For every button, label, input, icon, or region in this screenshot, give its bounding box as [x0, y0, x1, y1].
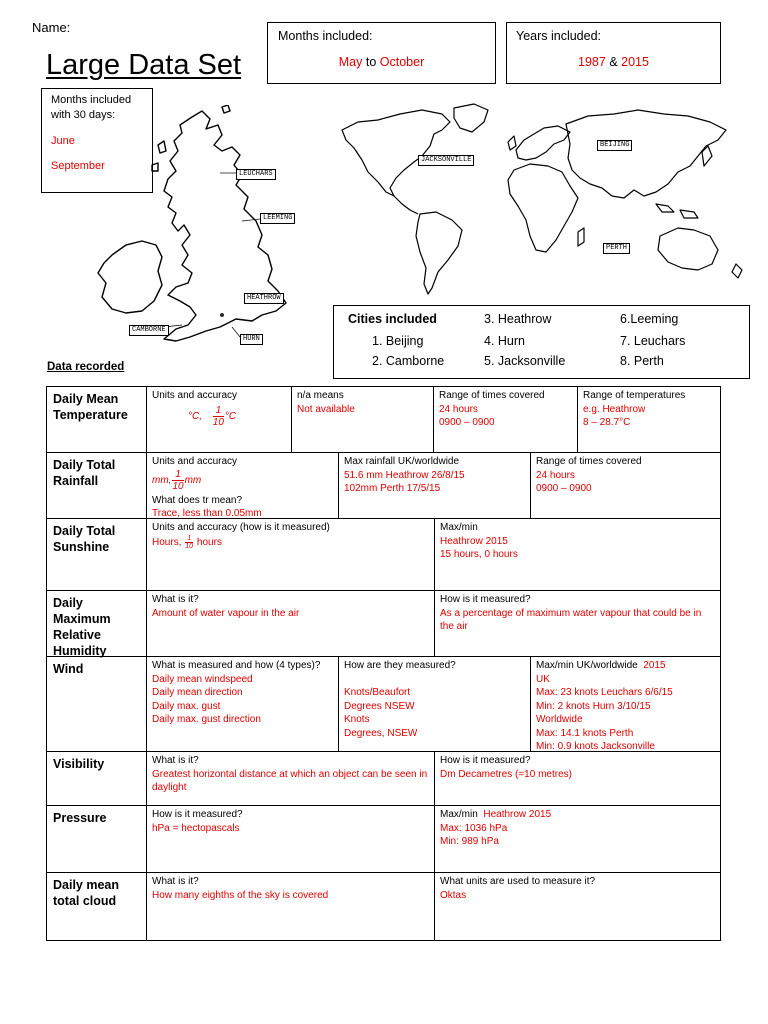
sunshine-max-question: Max/min: [440, 522, 478, 533]
wind-how-question: How are they measured?: [344, 660, 456, 671]
cloud-what-cell: [146, 872, 435, 941]
thirty-day-heading: Months included with 30 days:: [51, 94, 132, 121]
rainfall-times-answer-1: 24 hours: [536, 469, 575, 481]
years-list: [507, 55, 720, 69]
wind-how-cell: [338, 656, 531, 752]
temperature-range-question: Range of temperatures: [583, 390, 686, 401]
row-label-rainfall: Daily Total Rainfall: [46, 452, 147, 519]
data-recorded-heading: Data recorded: [47, 361, 125, 373]
wind-max-answer-4: Worldwide: [536, 714, 583, 725]
cloud-units-answer: Oktas: [440, 889, 467, 901]
row-label-wind: Wind: [46, 656, 147, 752]
city-perth: 8. Perth: [620, 354, 664, 368]
wind-how-answer-2: Degrees NSEW: [344, 700, 415, 712]
months-range: [268, 55, 495, 69]
city-camborne: 2. Camborne: [372, 354, 445, 368]
row-label-sunshine: Daily Total Sunshine: [46, 518, 147, 591]
pressure-max-answer-1: Max: 1036 hPa: [440, 822, 508, 834]
wind-max-answer-3: Min: 2 knots Hurn 3/10/15: [536, 700, 651, 712]
year-connector: &: [609, 55, 618, 69]
rainfall-times-cell: [530, 452, 721, 519]
city-jacksonville: 5. Jacksonville: [484, 354, 566, 368]
wind-max-year: 2015: [643, 660, 666, 671]
city-hurn: 4. Hurn: [484, 334, 525, 348]
wind-max-answer-5: Max: 14.1 knots Perth: [536, 727, 634, 739]
rainfall-max-cell: [338, 452, 531, 519]
wind-max-answer-2: Max: 23 knots Leuchars 6/6/15: [536, 687, 673, 698]
pressure-max-question-line: [440, 808, 715, 822]
visibility-how-answer: Dm Decametres (=10 metres): [440, 768, 572, 780]
row-label-humidity: Daily Maximum Relative Humidity: [46, 590, 147, 657]
fraction-denominator: 10: [185, 542, 194, 550]
fraction-numerator: 1: [187, 534, 192, 542]
months-heading: Months included:: [278, 29, 373, 43]
sunshine-units-question: Units and accuracy (how is it measured): [152, 522, 330, 533]
sunshine-max-answer-2: 15 hours, 0 hours: [440, 549, 518, 560]
rainfall-times-answer-2: 0900 – 0900: [536, 483, 592, 494]
wind-max-answer-6: Min: 0.9 knots Jacksonville: [536, 741, 655, 752]
rainfall-units-question: Units and accuracy: [152, 456, 238, 467]
cloud-what-question: What is it?: [152, 876, 199, 887]
temperature-units-symbol: °C,: [188, 410, 202, 422]
uk-map-outline: [72, 105, 322, 360]
temperature-na-cell: [291, 386, 434, 453]
month-start: May: [338, 55, 363, 69]
city-beijing: 1. Beijing: [372, 334, 424, 348]
sunshine-max-cell: [434, 518, 721, 591]
humidity-what-cell: [146, 590, 435, 657]
cloud-what-answer: How many eighths of the sky is covered: [152, 889, 329, 901]
wind-what-answer-1: Daily mean windspeed: [152, 673, 253, 685]
months-included-box: [267, 22, 496, 84]
humidity-how-answer: As a percentage of maximum water vapour that could be in the air: [440, 607, 702, 632]
fraction-numerator: 1: [172, 469, 183, 481]
wind-max-question-line: [536, 659, 715, 673]
rainfall-max-question: Max rainfall UK/worldwide: [344, 456, 460, 467]
wind-max-cell: [530, 656, 721, 752]
pressure-max-location: Heathrow 2015: [483, 809, 552, 820]
year-2015: 2015: [621, 55, 649, 69]
rainfall-tr-question: What does tr mean?: [152, 494, 243, 506]
rainfall-max-answer-1: 51.6 mm Heathrow 26/8/15: [344, 469, 465, 481]
uk-label-leuchars: LEUCHARS: [236, 169, 276, 180]
rainfall-units-fraction-unit: mm: [184, 474, 202, 486]
cities-included-box: [333, 305, 750, 379]
rainfall-units-cell: [146, 452, 339, 519]
cities-heading: Cities included: [348, 312, 437, 326]
temperature-times-answer-2: 0900 – 0900: [439, 417, 495, 428]
city-leuchars: 7. Leuchars: [620, 334, 686, 348]
visibility-what-answer: Greatest horizontal distance at which an object can be seen in daylight: [152, 768, 428, 793]
city-heathrow: 3. Heathrow: [484, 312, 552, 326]
wind-what-answer-2: Daily mean direction: [152, 687, 243, 698]
wind-how-answer-1: Knots/Beaufort: [344, 687, 411, 698]
rainfall-times-question: Range of times covered: [536, 456, 642, 467]
wind-what-answer-4: Daily max. gust direction: [152, 714, 261, 725]
temperature-units-fraction: [213, 405, 224, 428]
temperature-units-fraction-unit: °C: [224, 410, 237, 422]
visibility-how-question: How is it measured?: [440, 755, 531, 766]
cloud-units-cell: [434, 872, 721, 941]
fraction-denominator: 10: [172, 480, 184, 492]
pressure-how-cell: [146, 805, 435, 873]
city-leeming: 6.Leeming: [620, 312, 679, 326]
pressure-how-question: How is it measured?: [152, 809, 243, 820]
wind-how-answer-4: Degrees, NSEW: [344, 727, 418, 739]
wind-what-cell: [146, 656, 339, 752]
sunshine-units-fraction: [185, 535, 193, 550]
visibility-how-cell: [434, 751, 721, 806]
fraction-denominator: 10: [212, 416, 224, 428]
pressure-max-cell: [434, 805, 721, 873]
uk-label-heathrow: HEATHROW: [244, 293, 284, 304]
temperature-times-question: Range of times covered: [439, 390, 545, 401]
pressure-max-question: Max/min: [440, 809, 478, 820]
data-recorded-table: [46, 386, 721, 941]
year-1987: 1987: [578, 55, 606, 69]
wind-what-question: What is measured and how (4 types)?: [152, 660, 321, 671]
temperature-units-cell: [146, 386, 292, 453]
pressure-max-answer-2: Min: 989 hPa: [440, 836, 499, 847]
rainfall-units-answer: [152, 469, 333, 494]
month-connector: to: [365, 55, 377, 69]
uk-label-hurn: HURN: [240, 334, 263, 345]
rainfall-units-fraction: [172, 469, 183, 492]
rainfall-max-answer-2: 102mm Perth 17/5/15: [344, 483, 441, 494]
uk-label-camborne: CAMBORNE: [129, 325, 169, 336]
humidity-what-question: What is it?: [152, 594, 199, 605]
world-label-jacksonville: JACKSONVILLE: [418, 155, 474, 166]
world-label-perth: PERTH: [603, 243, 630, 254]
sunshine-units-cell: [146, 518, 435, 591]
visibility-what-question: What is it?: [152, 755, 199, 766]
cloud-units-question: What units are used to measure it?: [440, 876, 596, 887]
row-label-cloud: Daily mean total cloud: [46, 872, 147, 941]
world-label-beijing: BEIJING: [597, 140, 632, 151]
years-heading: Years included:: [516, 29, 602, 43]
temperature-times-cell: [433, 386, 578, 453]
sunshine-max-answer-1: Heathrow 2015: [440, 535, 508, 547]
temperature-range-answer-1: e.g. Heathrow: [583, 403, 646, 415]
name-label: Name:: [32, 20, 71, 35]
humidity-how-question: How is it measured?: [440, 594, 531, 605]
row-label-temperature: Daily Mean Temperature: [46, 386, 147, 453]
temperature-na-answer: Not available: [297, 403, 355, 415]
pressure-how-answer: hPa = hectopascals: [152, 822, 240, 834]
sunshine-units-text-2: hours: [196, 536, 222, 548]
row-label-visibility: Visibility: [46, 751, 147, 806]
fraction-numerator: 1: [213, 405, 224, 417]
wind-how-answer-3: Knots: [344, 714, 370, 725]
temperature-units-answer: [152, 405, 286, 428]
rainfall-tr-answer: Trace, less than 0.05mm: [152, 508, 262, 519]
temperature-units-question: Units and accuracy: [152, 390, 238, 401]
temperature-times-answer-1: 24 hours: [439, 403, 478, 415]
humidity-how-cell: [434, 590, 721, 657]
uk-map: [72, 105, 322, 360]
month-june: June: [51, 135, 75, 147]
sunshine-units-text: Hours,: [152, 536, 182, 548]
rainfall-units-symbol: mm,: [152, 474, 172, 486]
page-title: Large Data Set: [46, 49, 242, 81]
month-end: October: [379, 55, 425, 69]
row-label-pressure: Pressure: [46, 805, 147, 873]
world-map: [338, 100, 758, 300]
years-included-box: [506, 22, 721, 84]
temperature-range-answer-2: 8 – 28.7°C: [583, 417, 631, 428]
humidity-what-answer: Amount of water vapour in the air: [152, 607, 300, 619]
visibility-what-cell: [146, 751, 435, 806]
uk-label-leeming: LEEMING: [260, 213, 295, 224]
temperature-range-cell: [577, 386, 721, 453]
wind-max-answer-1: UK: [536, 673, 550, 685]
wind-what-answer-3: Daily max. gust: [152, 700, 221, 712]
wind-max-question: Max/min UK/worldwide: [536, 660, 638, 671]
sunshine-units-answer: [152, 535, 429, 550]
month-september: September: [51, 160, 105, 172]
temperature-na-question: n/a means: [297, 390, 344, 401]
world-map-outline: [338, 100, 758, 300]
